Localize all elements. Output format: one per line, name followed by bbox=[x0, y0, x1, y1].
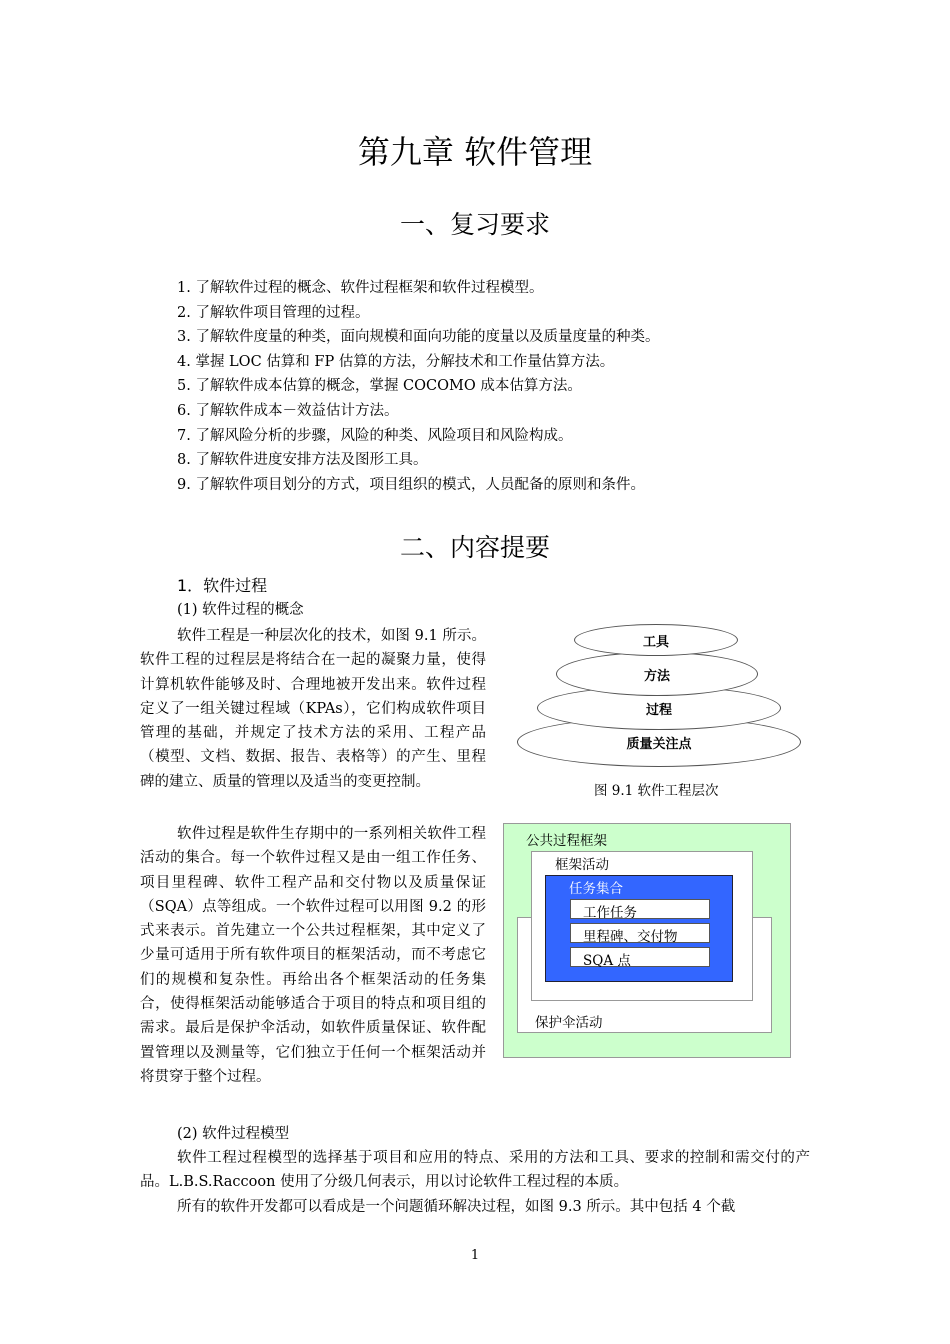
page-number: 1 bbox=[470, 1248, 480, 1263]
task-label: 工作任务 bbox=[583, 905, 637, 921]
umbrella-label: 保护伞活动 bbox=[535, 1015, 603, 1031]
review-item: 4. 掌握 LOC 估算和 FP 估算的方法，分解技术和工作量估算方法。 bbox=[177, 353, 615, 370]
layer-label: 工具 bbox=[642, 634, 669, 650]
paragraph: 所有的软件开发都可以看成是一个问题循环解决过程，如图 9.3 所示。其中包括 4 个截 bbox=[177, 1199, 736, 1215]
figure-caption: 图 9.1 软件工程层次 bbox=[594, 783, 719, 799]
section-title-review: 一、复习要求 bbox=[399, 210, 550, 239]
paragraph: 软件过程是软件生存期中的一系列相关软件工程活动的集合。每一个软件过程又是由一组工作任务、项目里程碑、软件工程产品和交付物以及质量保证（SQA）点等组成。一个软件过程可以用图 9.2 的形式来表示。首先建立一个公共过程框架，其中定义了少量可适用于所有软件项目的框架活动，而不考虑它们的规模和复杂性。再给出各个框架活动的任务集合，使得框架活动能够适合于项目的特点和项目组的需求。最后是保护伞活动，如软件质量保证、软件配置管理以及测量等，它们独立于任何一个框架活动并将贯穿于整个过程。 bbox=[140, 826, 486, 1085]
task-label: SQA 点 bbox=[583, 953, 631, 969]
item-title: (2) 软件过程模型 bbox=[177, 1126, 290, 1142]
layer-label: 方法 bbox=[643, 668, 670, 684]
common-framework-label: 公共过程框架 bbox=[526, 833, 607, 849]
task-label: 里程碑、交付物 bbox=[583, 929, 678, 945]
framework-activity-label: 框架活动 bbox=[555, 857, 609, 873]
paragraph: 软件工程过程模型的选择基于项目和应用的特点、采用的方法和工具、要求的控制和需交付的产品。L.B.S.Raccoon 使用了分级几何表示，用以讨论软件工程过程的本质。 bbox=[140, 1150, 810, 1191]
section-title-content: 二、内容提要 bbox=[399, 533, 550, 562]
review-item: 9. 了解软件项目划分的方式，项目组织的模式，人员配备的原则和条件。 bbox=[177, 476, 645, 493]
review-item: 7. 了解风险分析的步骤，风险的种类、风险项目和风险构成。 bbox=[177, 427, 573, 444]
layer-label: 质量关注点 bbox=[626, 736, 692, 752]
layer-label: 过程 bbox=[645, 702, 672, 718]
review-item: 1. 了解软件过程的概念、软件过程框架和软件过程模型。 bbox=[177, 280, 544, 296]
chapter-title: 第九章 软件管理 bbox=[357, 133, 593, 171]
task-set-label: 任务集合 bbox=[569, 881, 623, 897]
item-title: (1) 软件过程的概念 bbox=[177, 602, 304, 618]
review-item: 5. 了解软件成本估算的概念，掌握 COCOMO 成本估算方法。 bbox=[177, 378, 582, 395]
review-item: 3. 了解软件度量的种类，面向规模和面向功能的度量以及质量度量的种类。 bbox=[177, 329, 660, 346]
layer-ellipse bbox=[574, 624, 738, 656]
review-item: 8. 了解软件进度安排方法及图形工具。 bbox=[177, 452, 428, 469]
review-list bbox=[177, 276, 659, 497]
layer-ellipse bbox=[556, 652, 758, 696]
paragraph: 软件工程是一种层次化的技术，如图 9.1 所示。软件工程的过程层是将结合在一起的凝聚力量，使得计算机软件能够及时、合理地被开发出来。软件过程定义了一组关键过程域（KPAs），它们构成软件项目管理的基础，并规定了技术方法的采用、工程产品（模型、文档、数据、报告、表格等）的产生、里程碑的建立、质量的管理以及适当的变更控制。 bbox=[140, 628, 486, 790]
review-item: 6. 了解软件成本－效益估计方法。 bbox=[177, 402, 399, 419]
review-item: 2. 了解软件项目管理的过程。 bbox=[177, 304, 370, 321]
subsection-title: 1．软件过程 bbox=[177, 576, 268, 595]
